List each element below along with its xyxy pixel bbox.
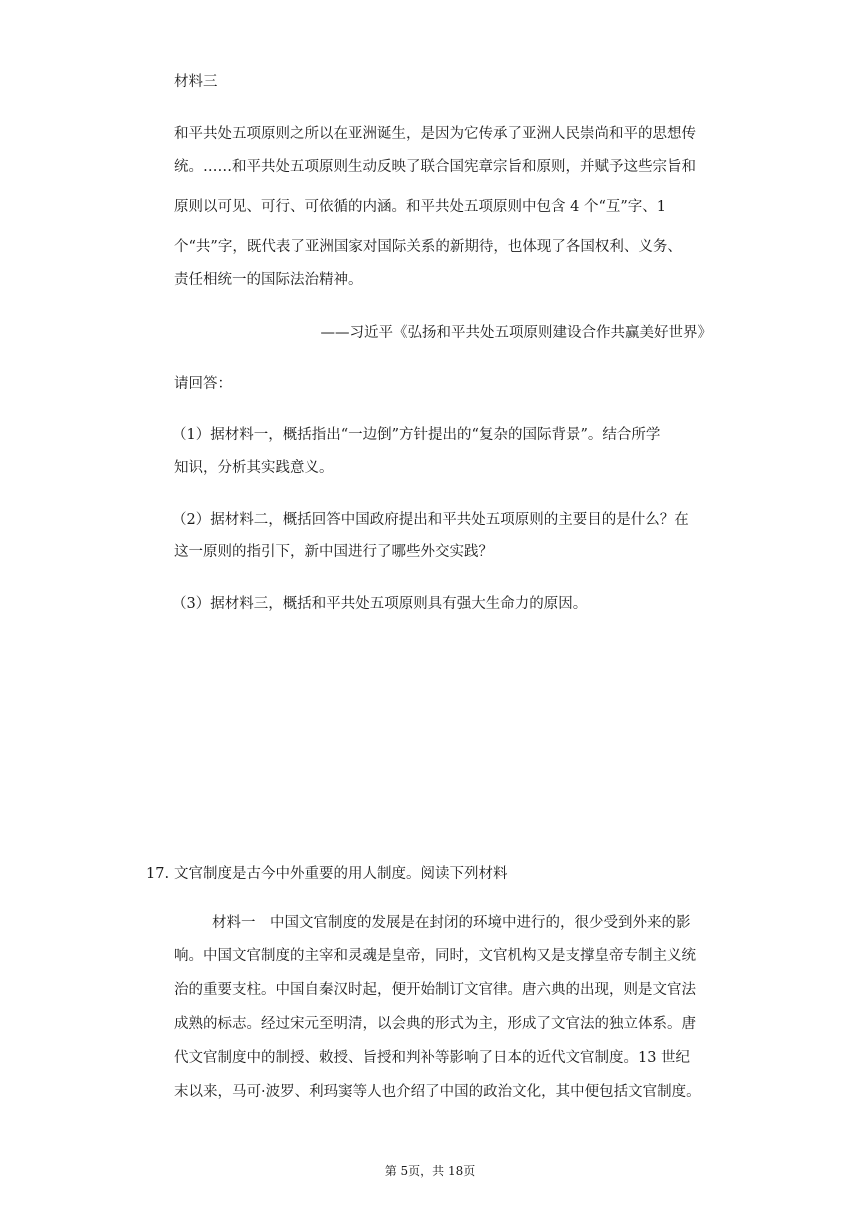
question-1-line: 知识，分析其实践意义。: [174, 460, 334, 476]
material1-line: 响。中国文官制度的主宰和灵魂是皇帝，同时，文官机构又是支撑皇帝专制主义统: [174, 948, 696, 964]
page-footer: 第 5页，共 18页: [384, 1164, 476, 1178]
question-2-line: 这一原则的指引下，新中国进行了哪些外交实践？: [174, 544, 493, 560]
question-17-number: 17.: [146, 866, 170, 882]
material1-line: 末以来，马可·波罗、利玛窦等人也介绍了中国的政治文化，其中便包括文官制度。: [174, 1084, 701, 1100]
material3-line: 责任相统一的国际法治精神。: [174, 272, 363, 288]
question-2-line: （2）据材料二，概括回答中国政府提出和平共处五项原则的主要目的是什么？在: [172, 512, 689, 528]
material3-line: 和平共处五项原则之所以在亚洲诞生，是因为它传承了亚洲人民崇尚和平的思想传: [174, 126, 696, 142]
material3-source: ——习近平《弘扬和平共处五项原则建设合作共赢美好世界》: [320, 325, 712, 341]
material1-line: 治的重要支柱。中国自秦汉时起，便开始制订文官律。唐六典的出现，则是文官法: [174, 982, 696, 998]
material3-line: 个“共”字，既代表了亚洲国家对国际关系的新期待，也体现了各国权利、义务、: [174, 239, 682, 255]
question-17-title: 文官制度是古今中外重要的用人制度。阅读下列材料: [174, 866, 508, 882]
question-3-line: （3）据材料三，概括和平共处五项原则具有强大生命力的原因。: [172, 596, 588, 612]
material1-line: 代文官制度中的制授、敕授、旨授和判补等影响了日本的近代文官制度。13 世纪: [174, 1050, 691, 1066]
material3-heading: 材料三: [174, 74, 218, 90]
question-prompt: 请回答：: [174, 376, 232, 392]
material1-line: 材料一 中国文官制度的发展是在封闭的环境中进行的，很少受到外来的影: [212, 915, 691, 931]
material3-line: 统。……和平共处五项原则生动反映了联合国宪章宗旨和原则，并赋予这些宗旨和: [174, 159, 696, 175]
material3-line: 原则以可见、可行、可依循的内涵。和平共处五项原则中包含 4 个“互”字、1: [174, 199, 666, 215]
material1-line: 成熟的标志。经过宋元至明清，以会典的形式为主，形成了文官法的独立体系。唐: [174, 1016, 696, 1032]
question-1-line: （1）据材料一，概括指出“一边倒”方针提出的“复杂的国际背景”。结合所学: [172, 427, 661, 443]
